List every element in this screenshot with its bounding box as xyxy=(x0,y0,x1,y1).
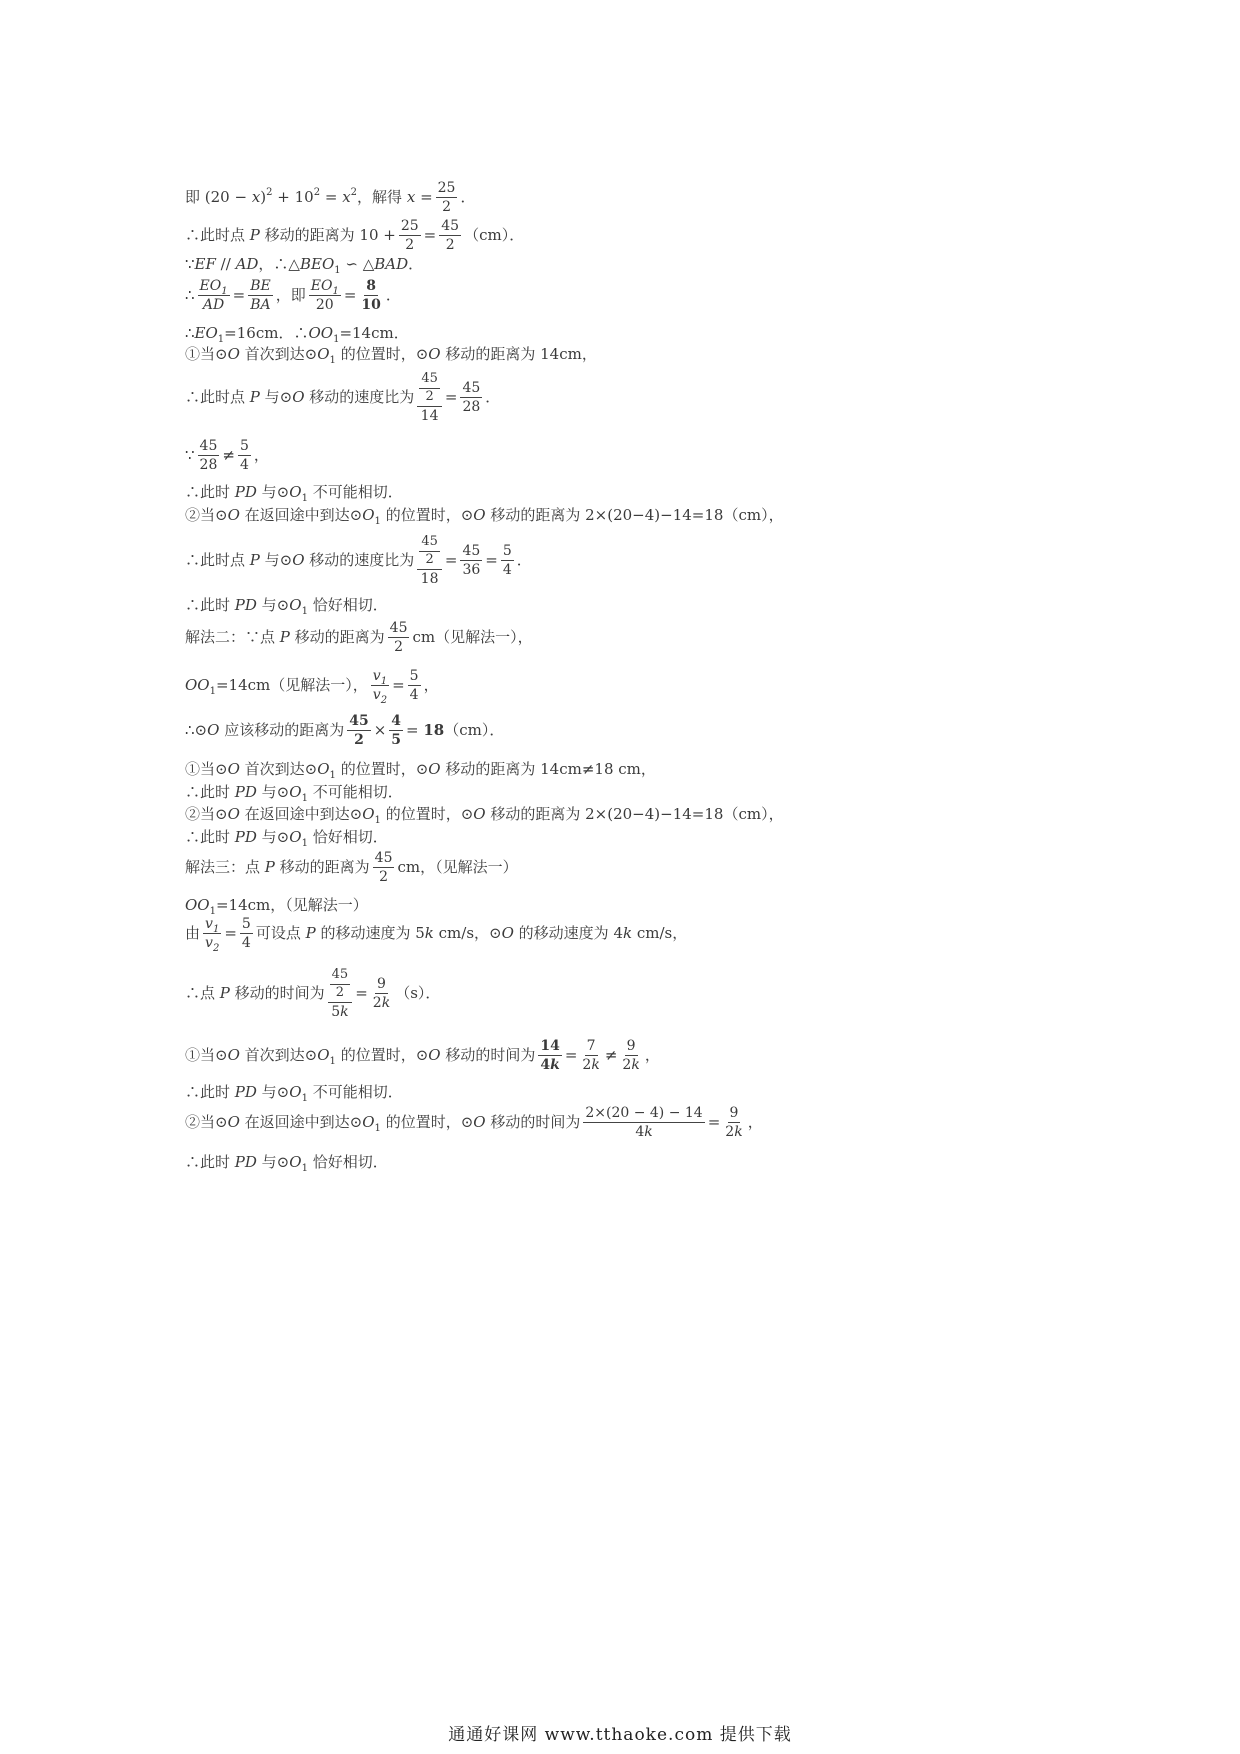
line-18: ②当⊙O 在返回途中到达$⊙O_1$ 的位置时，⊙O 移动的距离为 2×(20−4)−14=18（cm）， xyxy=(185,805,784,826)
line-20: 解法三：点 P 移动的距离为 $\frac{45}{2}$ cm，（见解法一） xyxy=(185,850,518,886)
line-17: ∴此时 PD 与$⊙O_1$ 不可能相切． xyxy=(185,783,403,804)
line-9: ∴此时 PD 与$⊙O_1$ 不可能相切． xyxy=(185,483,403,504)
line-16: ①当⊙O 首次到达$⊙O_1$ 的位置时，⊙O 移动的距离为 14cm≠18 cm， xyxy=(185,760,656,781)
line-10: ②当⊙O 在返回途中到达$⊙O_1$ 的位置时，⊙O 移动的距离为 2×(20−4)−14=18（cm）， xyxy=(185,506,784,527)
line-5: $\therefore EO_1=16cm$．$\therefore OO_1=14cm$． xyxy=(185,324,409,345)
line-1: 即 $(20 - x)^2 + 10^2 = x^2$，解得 x = $\frac{25}{2}$ ． xyxy=(185,180,476,216)
footer-watermark: 通通好课网 www.tthaoke.com 提供下载 xyxy=(448,1725,792,1745)
line-25: ∴此时 PD 与$⊙O_1$ 不可能相切． xyxy=(185,1083,403,1104)
line-14: $OO_1=14cm$（见解法一）， $\frac{v_1}{v_2}$ = $\frac{5}{4}$ ， xyxy=(185,668,439,707)
line-24: ①当⊙O 首次到达$⊙O_1$ 的位置时，⊙O 移动的时间为 $\frac{14}{4k}$ = $\frac{7}{2k}$ ≠ $\frac{9}{2k}$ ， xyxy=(185,1038,660,1074)
line-6: ①当⊙O 首次到达$⊙O_1$ 的位置时，⊙O 移动的距离为 14cm， xyxy=(185,345,597,366)
line-11: ∴此时点 P 与⊙O 移动的速度比为 $\frac{\frac{45}{2}}{18}$ = $\frac{45}{36}$ = $\frac{5}{4}$ ． xyxy=(185,534,532,587)
line-27: ∴此时 PD 与$⊙O_1$ 恰好相切． xyxy=(185,1153,388,1174)
line-13: 解法二：∵点 P 移动的距离为 $\frac{45}{2}$ cm（见解法一）， xyxy=(185,620,533,656)
line-19: ∴此时 PD 与$⊙O_1$ 恰好相切． xyxy=(185,828,388,849)
line-23: ∴点 P 移动的时间为 $\frac{\frac{45}{2}}{5k}$ = $\frac{9}{2k}$ （s）． xyxy=(185,967,441,1020)
line-4: ∴ $\frac{EO_1}{AD}$ = $\frac{BE}{BA}$ ，即 $\frac{EO_1}{20}$ = $\frac{8}{10}$ ． xyxy=(185,278,401,314)
line-12: ∴此时 PD 与$⊙O_1$ 恰好相切． xyxy=(185,596,388,617)
line-26: ②当⊙O 在返回途中到达$⊙O_1$ 的位置时，⊙O 移动的时间为 $\frac{2\times(20 - 4) - 14}{4k}$ = $\frac{9}{2k}$ ， xyxy=(185,1105,763,1141)
line-8: ∵ $\frac{45}{28}$ ≠ $\frac{5}{4}$ ， xyxy=(185,438,269,474)
line-15: ∴⊙O 应该移动的距离为 $\frac{45}{2}$ × $\frac{4}{5}$ = 18（cm）． xyxy=(185,713,505,749)
line-22: 由 $\frac{v_1}{v_2}$ = $\frac{5}{4}$ 可设点 P 的移动速度为 5k cm/s，⊙O 的移动速度为 4k cm/s， xyxy=(185,916,688,955)
line-21: $OO_1=14cm$，（见解法一） xyxy=(185,896,368,917)
line-7: ∴此时点 P 与⊙O 移动的速度比为 $\frac{\frac{45}{2}}{14}$ = $\frac{45}{28}$ ． xyxy=(185,371,501,424)
line-3: ∵EF // AD，$\therefore\triangle BEO_1$ ∽ △BAD． xyxy=(185,255,424,276)
line-2: ∴此时点 P 移动的距离为 10 + $\frac{25}{2}$ = $\frac{45}{2}$ （cm）． xyxy=(185,218,525,254)
